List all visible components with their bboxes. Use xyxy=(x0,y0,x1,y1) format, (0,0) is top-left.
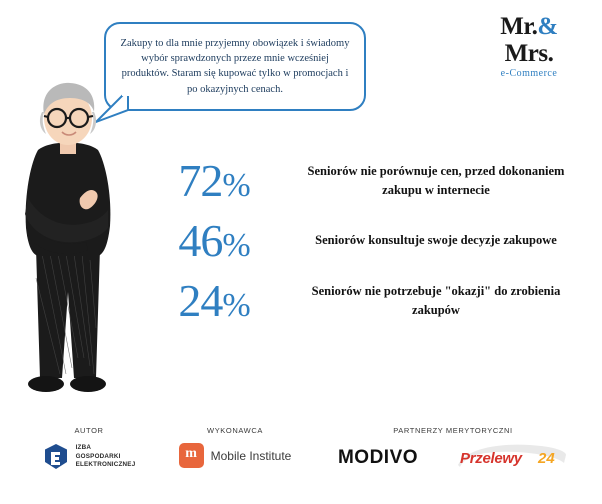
footer-col-wykonawca xyxy=(160,426,310,468)
brand-logo-mr: Mr. xyxy=(500,13,538,40)
stat-value xyxy=(140,275,288,326)
stat-percent-sign: % xyxy=(222,227,250,264)
stat-value xyxy=(140,215,288,266)
speech-bubble-text: Zakupy to dla mnie przyjemny obowiązek i świadomy wybór sprawdzonych przeze mnie wcześniej produktów. Staram się kupować tylko w promocjach i po okazyjnych cenach. xyxy=(120,38,350,95)
izba-logo xyxy=(24,443,154,471)
brand-logo xyxy=(474,14,584,79)
stat-number: 72 xyxy=(178,155,223,206)
przelewy-word: Przelewy xyxy=(460,450,522,467)
przelewy24-logo xyxy=(456,443,568,473)
stat-row xyxy=(140,155,592,206)
stat-percent-sign: % xyxy=(222,287,250,324)
brand-logo-tagline: e-Commerce xyxy=(500,68,558,79)
speech-bubble xyxy=(104,22,366,111)
footer xyxy=(0,426,602,504)
mobile-institute-text: Mobile Institute xyxy=(210,448,292,463)
footer-col-autor xyxy=(24,426,154,471)
stat-value xyxy=(140,155,288,206)
izba-line3: ELEKTRONICZNEJ xyxy=(75,461,136,469)
stat-percent-sign: % xyxy=(222,167,250,204)
izba-mark-icon xyxy=(43,443,69,471)
stat-number: 24 xyxy=(178,275,223,326)
stat-number: 46 xyxy=(178,215,223,266)
stat-row xyxy=(140,275,592,326)
stat-row xyxy=(140,215,592,266)
wykonawca-label: WYKONAWCA xyxy=(207,426,263,435)
stat-description: Seniorów konsultuje swoje decyzje zakupowe xyxy=(315,233,557,248)
partners-logos xyxy=(318,443,588,473)
stats-list xyxy=(140,155,592,338)
brand-logo-ampersand: & xyxy=(537,13,558,40)
izba-line1: IZBA xyxy=(75,444,92,452)
modivo-logo: MODIVO xyxy=(337,447,419,468)
izba-logo-text xyxy=(76,444,136,470)
mobile-institute-m-glyph: m xyxy=(185,446,197,461)
stat-description: Seniorów nie porównuje cen, przed dokonaniem zakupu w internecie xyxy=(307,163,565,197)
mobile-institute-mark-icon xyxy=(179,443,204,468)
izba-line2: GOSPODARKI xyxy=(75,452,121,460)
stat-description: Seniorów nie potrzebuje "okazji" do zrobienia zakupów xyxy=(311,283,561,317)
brand-logo-line2: Mrs. xyxy=(504,40,554,67)
senior-woman-illustration xyxy=(8,78,128,438)
przelewy-number: 24 xyxy=(538,450,555,467)
mobile-institute-logo xyxy=(160,443,310,468)
autor-label: AUTOR xyxy=(74,426,104,435)
brand-logo-line1 xyxy=(474,14,584,39)
partnerzy-label: PARTNERZY MERYTORYCZNI xyxy=(393,426,513,435)
footer-col-partnerzy xyxy=(318,426,588,473)
